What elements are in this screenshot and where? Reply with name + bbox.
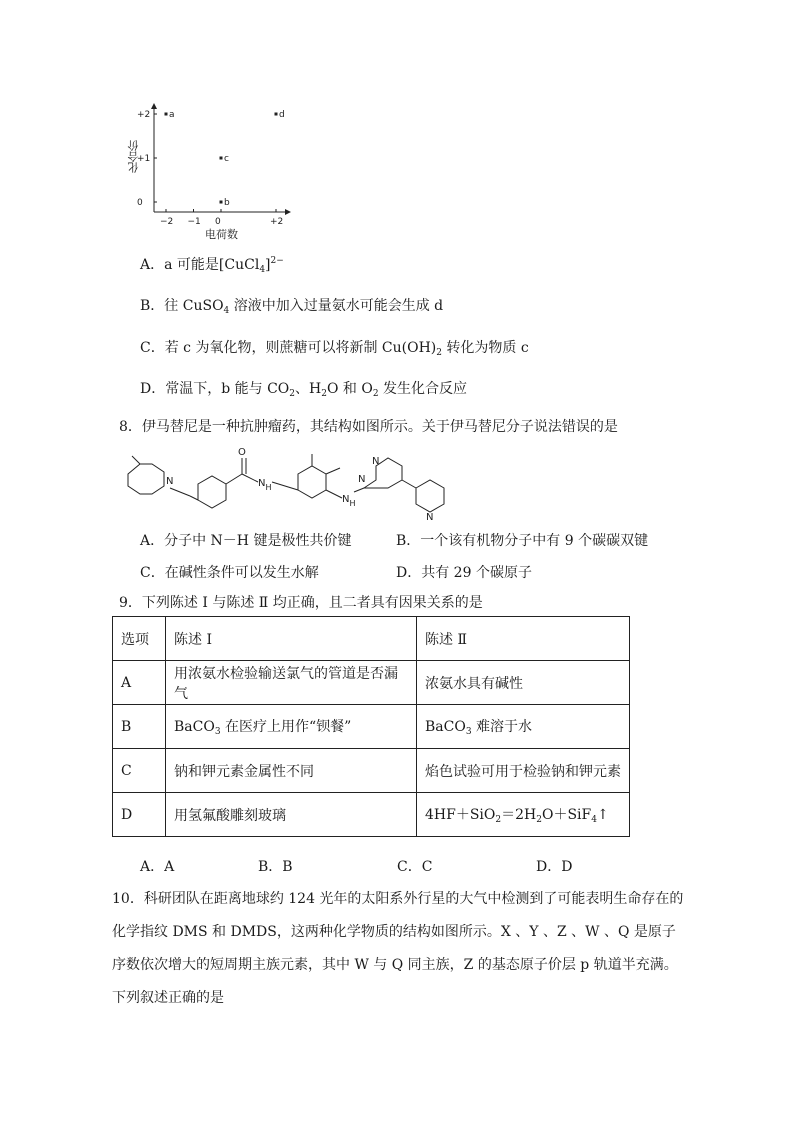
- imatinib-structure: [118, 444, 468, 526]
- row-statement-1: 钠和钾元素金属性不同: [166, 749, 417, 793]
- table-row: [113, 749, 630, 793]
- q10-line-1: 10．科研团队在距离地球约 124 光年的太阳系外行星的大气中检测到了可能表明生命存在的: [112, 891, 684, 907]
- row-statement-1: 用浓氨水检验输送氯气的管道是否漏气: [166, 661, 417, 705]
- x-tick-label: −1: [187, 217, 201, 227]
- point-c: [220, 157, 223, 160]
- piperazine-ring: [128, 464, 164, 494]
- row-statement-2: 焰色试验可用于检验钠和钾元素: [417, 749, 630, 793]
- pyridine-n-label: N: [426, 512, 434, 523]
- y-axis-label: 化合价: [127, 140, 140, 173]
- q8-option-c[interactable]: C．在碱性条件可以发生水解: [140, 565, 319, 581]
- q8-option-b[interactable]: B．一个该有机物分子中有 9 个碳碳双键: [396, 533, 649, 549]
- header-statement-2: 陈述 Ⅱ: [417, 617, 630, 661]
- row-statement-2: 浓氨水具有碱性: [417, 661, 630, 705]
- row-option: D: [113, 793, 166, 837]
- n-piperazine-label: N: [166, 476, 174, 487]
- x-tick-label: −2: [160, 217, 174, 227]
- pyrimidine-n1-label: N: [372, 456, 380, 467]
- y-tick-label: 0: [137, 198, 143, 208]
- point-label-d: d: [279, 110, 285, 120]
- q9-answer-a[interactable]: A．A: [140, 859, 175, 875]
- table-row: [113, 661, 630, 705]
- pyrimidine-ring: [364, 458, 402, 488]
- table-row: [113, 793, 630, 837]
- amide-n-label: $N_H$: [258, 478, 272, 492]
- o-label: O: [238, 447, 246, 458]
- benzene-ring-1: [198, 476, 226, 508]
- point-a: [165, 113, 168, 116]
- table-header-row: [113, 617, 630, 661]
- q7-option-b[interactable]: B．往 CuSO$_4$ 溶液中加入过量氨水可能会生成 d: [140, 298, 444, 316]
- pyrimidine-n2-label: N: [358, 474, 366, 485]
- y-tick-label: +2: [137, 110, 151, 120]
- q9-answer-c[interactable]: C．C: [397, 859, 433, 875]
- amine-n-label: $N_H$: [342, 494, 356, 508]
- q8-option-a[interactable]: A．分子中 N－H 键是极性共价键: [140, 533, 352, 549]
- q7-option-a[interactable]: A．a 可能是[CuCl$_4$]$^{2-}$: [140, 256, 284, 275]
- q7-option-d[interactable]: D．常温下，b 能与 $CO_2$、$H_2O$ 和 $O_2$ 发生化合反应: [140, 381, 468, 399]
- point-b: [220, 201, 223, 204]
- point-d: [275, 113, 278, 116]
- row-statement-2: $4HF+SiO_2=2H_2O+SiF_4↑$: [417, 793, 630, 837]
- table-row: [113, 705, 630, 749]
- header-option: 选项: [113, 617, 166, 661]
- q8-stem: 8．伊马替尼是一种抗肿瘤药，其结构如图所示。关于伊马替尼分子说法错误的是: [119, 419, 618, 435]
- row-option: B: [113, 705, 166, 749]
- q7-option-c[interactable]: C．若 c 为氧化物，则蔗糖可以将新制 $Cu(OH)_2$ 转化为物质 c: [140, 340, 529, 358]
- header-statement-1: 陈述 Ⅰ: [166, 617, 417, 661]
- q9-table: [112, 616, 630, 837]
- q8-option-d[interactable]: D．共有 29 个碳原子: [396, 565, 532, 581]
- q10-line-4: 下列叙述正确的是: [112, 990, 224, 1006]
- row-statement-1: BaCO$_3$ 在医疗上用作“钡餐”: [166, 705, 417, 749]
- point-label-a: a: [169, 110, 175, 120]
- x-tick-label: +2: [270, 217, 284, 227]
- row-statement-1: 用氢氟酸雕刻玻璃: [166, 793, 417, 837]
- y-tick-label: +1: [137, 154, 151, 164]
- row-option: A: [113, 661, 166, 705]
- x-axis-label: 电荷数: [205, 228, 238, 241]
- q9-stem: 9．下列陈述 Ⅰ 与陈述 Ⅱ 均正确，且二者具有因果关系的是: [119, 595, 483, 611]
- pyridine-ring: [416, 480, 444, 512]
- row-statement-2: BaCO$_3$ 难溶于水: [417, 705, 630, 749]
- q9-answer-d[interactable]: D．D: [536, 859, 573, 875]
- q9-answer-b[interactable]: B．B: [258, 859, 293, 875]
- x-tick-label: 0: [215, 217, 221, 227]
- q10-line-2: 化学指纹 DMS 和 DMDS，这两种化学物质的结构如图所示。X 、Y 、Z 、W 、Q 是原子: [112, 924, 676, 940]
- point-label-c: c: [224, 154, 229, 164]
- valence-charge-graph: [128, 100, 298, 245]
- point-label-b: b: [224, 198, 230, 208]
- q10-line-3: 序数依次增大的短周期主族元素，其中 W 与 Q 同主族，Z 的基态原子价层 p 轨道半充满。: [112, 957, 678, 973]
- row-option: C: [113, 749, 166, 793]
- benzene-ring-2: [298, 466, 326, 498]
